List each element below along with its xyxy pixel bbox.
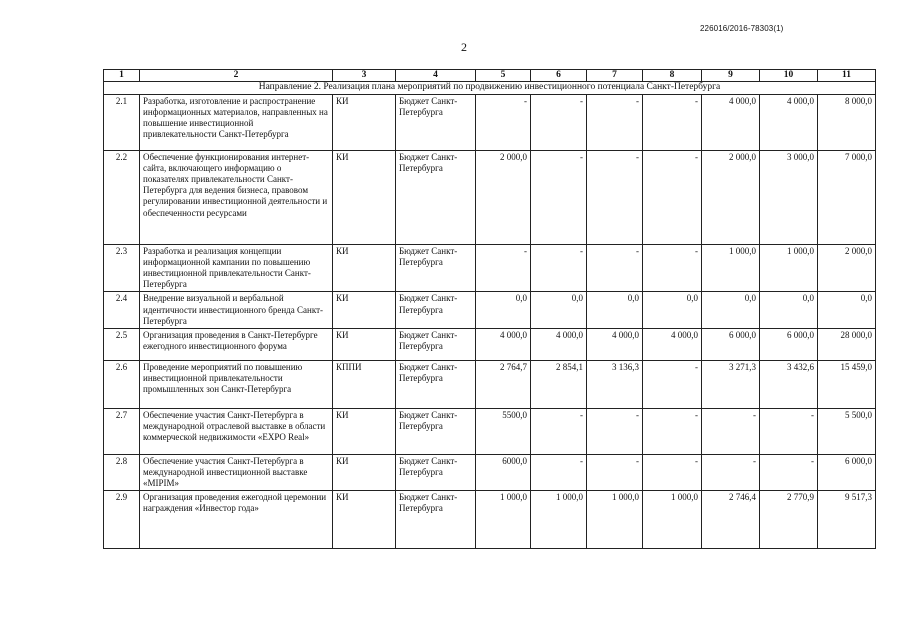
value-col10: 3 432,6 bbox=[760, 360, 818, 408]
value-col9: - bbox=[702, 454, 760, 490]
table-row bbox=[104, 408, 876, 454]
executor: КИ bbox=[333, 245, 396, 292]
column-header: 11 bbox=[818, 70, 876, 82]
value-col7: - bbox=[587, 151, 643, 245]
executor: КИ bbox=[333, 328, 396, 360]
column-header: 9 bbox=[702, 70, 760, 82]
value-col6: 2 854,1 bbox=[531, 360, 587, 408]
column-header: 5 bbox=[476, 70, 531, 82]
item-name: Внедрение визуальной и вербальной идентичности инвестиционного бренда Санкт-Петербурга bbox=[140, 292, 333, 328]
table-row bbox=[104, 328, 876, 360]
value-col6: 1 000,0 bbox=[531, 491, 587, 549]
column-header: 10 bbox=[760, 70, 818, 82]
executor: КИ bbox=[333, 408, 396, 454]
table-row bbox=[104, 360, 876, 408]
item-number: 2.2 bbox=[104, 151, 140, 245]
page-number: 2 bbox=[461, 40, 467, 54]
value-col8: 1 000,0 bbox=[643, 491, 702, 549]
executor: КИ bbox=[333, 95, 396, 151]
value-col7: 4 000,0 bbox=[587, 328, 643, 360]
funding-source: Бюджет Санкт-Петербурга bbox=[396, 454, 476, 490]
direction-title: Направление 2. Реализация плана мероприятий по продвижению инвестиционного потенциала Санкт-Петербурга bbox=[104, 82, 876, 95]
value-col8: - bbox=[643, 95, 702, 151]
value-col10: - bbox=[760, 408, 818, 454]
item-number: 2.9 bbox=[104, 491, 140, 549]
value-col9: 4 000,0 bbox=[702, 95, 760, 151]
item-name: Обеспечение функционирования интернет-сайта, включающего информацию о показателях привлекательности Санкт-Петербурга для ведения бизнеса, правовом регулировании инвестиционной деятельности и обеспеченности ресурсами bbox=[140, 151, 333, 245]
item-number: 2.6 bbox=[104, 360, 140, 408]
executor: КИ bbox=[333, 491, 396, 549]
column-header: 2 bbox=[140, 70, 333, 82]
document-id: 226016/2016-78303(1) bbox=[700, 24, 784, 33]
value-col11: 28 000,0 bbox=[818, 328, 876, 360]
funding-source: Бюджет Санкт-Петербурга bbox=[396, 491, 476, 549]
column-header: 7 bbox=[587, 70, 643, 82]
value-col6: - bbox=[531, 95, 587, 151]
value-col8: - bbox=[643, 245, 702, 292]
value-col7: - bbox=[587, 454, 643, 490]
column-number-row bbox=[104, 70, 876, 82]
value-col9: 6 000,0 bbox=[702, 328, 760, 360]
column-header: 8 bbox=[643, 70, 702, 82]
item-name: Организация проведения в Санкт-Петербурге ежегодного инвестиционного форума bbox=[140, 328, 333, 360]
table-row bbox=[104, 151, 876, 245]
item-number: 2.4 bbox=[104, 292, 140, 328]
value-col7: - bbox=[587, 408, 643, 454]
value-col7: 1 000,0 bbox=[587, 491, 643, 549]
funding-source: Бюджет Санкт-Петербурга bbox=[396, 95, 476, 151]
item-name: Разработка и реализация концепции информационной кампании по повышению инвестиционной привлекательности Санкт-Петербурга bbox=[140, 245, 333, 292]
value-col8: 0,0 bbox=[643, 292, 702, 328]
item-name: Разработка, изготовление и распространение информационных материалов, направленных на повышение инвестиционной привлекательности Санкт-Петербурга bbox=[140, 95, 333, 151]
value-col11: 0,0 bbox=[818, 292, 876, 328]
table-row bbox=[104, 491, 876, 549]
executor: КИ bbox=[333, 454, 396, 490]
item-name: Организация проведения ежегодной церемонии награждения «Инвестор года» bbox=[140, 491, 333, 549]
executor: КИ bbox=[333, 151, 396, 245]
value-col11: 15 459,0 bbox=[818, 360, 876, 408]
value-col5: 0,0 bbox=[476, 292, 531, 328]
table-row bbox=[104, 454, 876, 490]
value-col6: - bbox=[531, 245, 587, 292]
item-name: Обеспечение участия Санкт-Петербурга в международной отраслевой выставке в области коммерческой недвижимости «EXPO Real» bbox=[140, 408, 333, 454]
value-col5: 5500,0 bbox=[476, 408, 531, 454]
value-col6: 0,0 bbox=[531, 292, 587, 328]
value-col6: 4 000,0 bbox=[531, 328, 587, 360]
value-col11: 2 000,0 bbox=[818, 245, 876, 292]
executor: КИ bbox=[333, 292, 396, 328]
table-row bbox=[104, 292, 876, 328]
item-number: 2.5 bbox=[104, 328, 140, 360]
direction-row bbox=[104, 82, 876, 95]
value-col9: - bbox=[702, 408, 760, 454]
value-col5: 2 764,7 bbox=[476, 360, 531, 408]
funding-source: Бюджет Санкт-Петербурга bbox=[396, 360, 476, 408]
value-col5: 1 000,0 bbox=[476, 491, 531, 549]
funding-source: Бюджет Санкт-Петербурга bbox=[396, 292, 476, 328]
value-col8: - bbox=[643, 408, 702, 454]
value-col8: 4 000,0 bbox=[643, 328, 702, 360]
value-col9: 0,0 bbox=[702, 292, 760, 328]
value-col5: 4 000,0 bbox=[476, 328, 531, 360]
table-row bbox=[104, 95, 876, 151]
value-col11: 5 500,0 bbox=[818, 408, 876, 454]
value-col6: - bbox=[531, 408, 587, 454]
value-col10: 4 000,0 bbox=[760, 95, 818, 151]
column-header: 1 bbox=[104, 70, 140, 82]
value-col9: 2 000,0 bbox=[702, 151, 760, 245]
item-name: Проведение мероприятий по повышению инвестиционной привлекательности промышленных зон Санкт-Петербурга bbox=[140, 360, 333, 408]
value-col10: 1 000,0 bbox=[760, 245, 818, 292]
value-col5: - bbox=[476, 95, 531, 151]
value-col10: - bbox=[760, 454, 818, 490]
value-col9: 3 271,3 bbox=[702, 360, 760, 408]
budget-table bbox=[103, 69, 876, 549]
value-col5: 2 000,0 bbox=[476, 151, 531, 245]
value-col11: 8 000,0 bbox=[818, 95, 876, 151]
value-col11: 6 000,0 bbox=[818, 454, 876, 490]
column-header: 3 bbox=[333, 70, 396, 82]
item-number: 2.8 bbox=[104, 454, 140, 490]
value-col7: - bbox=[587, 245, 643, 292]
value-col7: - bbox=[587, 95, 643, 151]
value-col7: 0,0 bbox=[587, 292, 643, 328]
value-col10: 2 770,9 bbox=[760, 491, 818, 549]
funding-source: Бюджет Санкт-Петербурга bbox=[396, 151, 476, 245]
item-number: 2.1 bbox=[104, 95, 140, 151]
executor: КППИ bbox=[333, 360, 396, 408]
column-header: 6 bbox=[531, 70, 587, 82]
value-col8: - bbox=[643, 360, 702, 408]
funding-source: Бюджет Санкт-Петербурга bbox=[396, 245, 476, 292]
value-col5: 6000,0 bbox=[476, 454, 531, 490]
value-col9: 2 746,4 bbox=[702, 491, 760, 549]
item-number: 2.7 bbox=[104, 408, 140, 454]
value-col11: 9 517,3 bbox=[818, 491, 876, 549]
value-col10: 6 000,0 bbox=[760, 328, 818, 360]
value-col7: 3 136,3 bbox=[587, 360, 643, 408]
funding-source: Бюджет Санкт-Петербурга bbox=[396, 408, 476, 454]
value-col10: 3 000,0 bbox=[760, 151, 818, 245]
value-col10: 0,0 bbox=[760, 292, 818, 328]
column-header: 4 bbox=[396, 70, 476, 82]
value-col9: 1 000,0 bbox=[702, 245, 760, 292]
value-col11: 7 000,0 bbox=[818, 151, 876, 245]
value-col8: - bbox=[643, 454, 702, 490]
table-row bbox=[104, 245, 876, 292]
value-col8: - bbox=[643, 151, 702, 245]
value-col5: - bbox=[476, 245, 531, 292]
item-name: Обеспечение участия Санкт-Петербурга в международной инвестиционной выставке «MIPIM» bbox=[140, 454, 333, 490]
item-number: 2.3 bbox=[104, 245, 140, 292]
value-col6: - bbox=[531, 454, 587, 490]
funding-source: Бюджет Санкт-Петербурга bbox=[396, 328, 476, 360]
value-col6: - bbox=[531, 151, 587, 245]
